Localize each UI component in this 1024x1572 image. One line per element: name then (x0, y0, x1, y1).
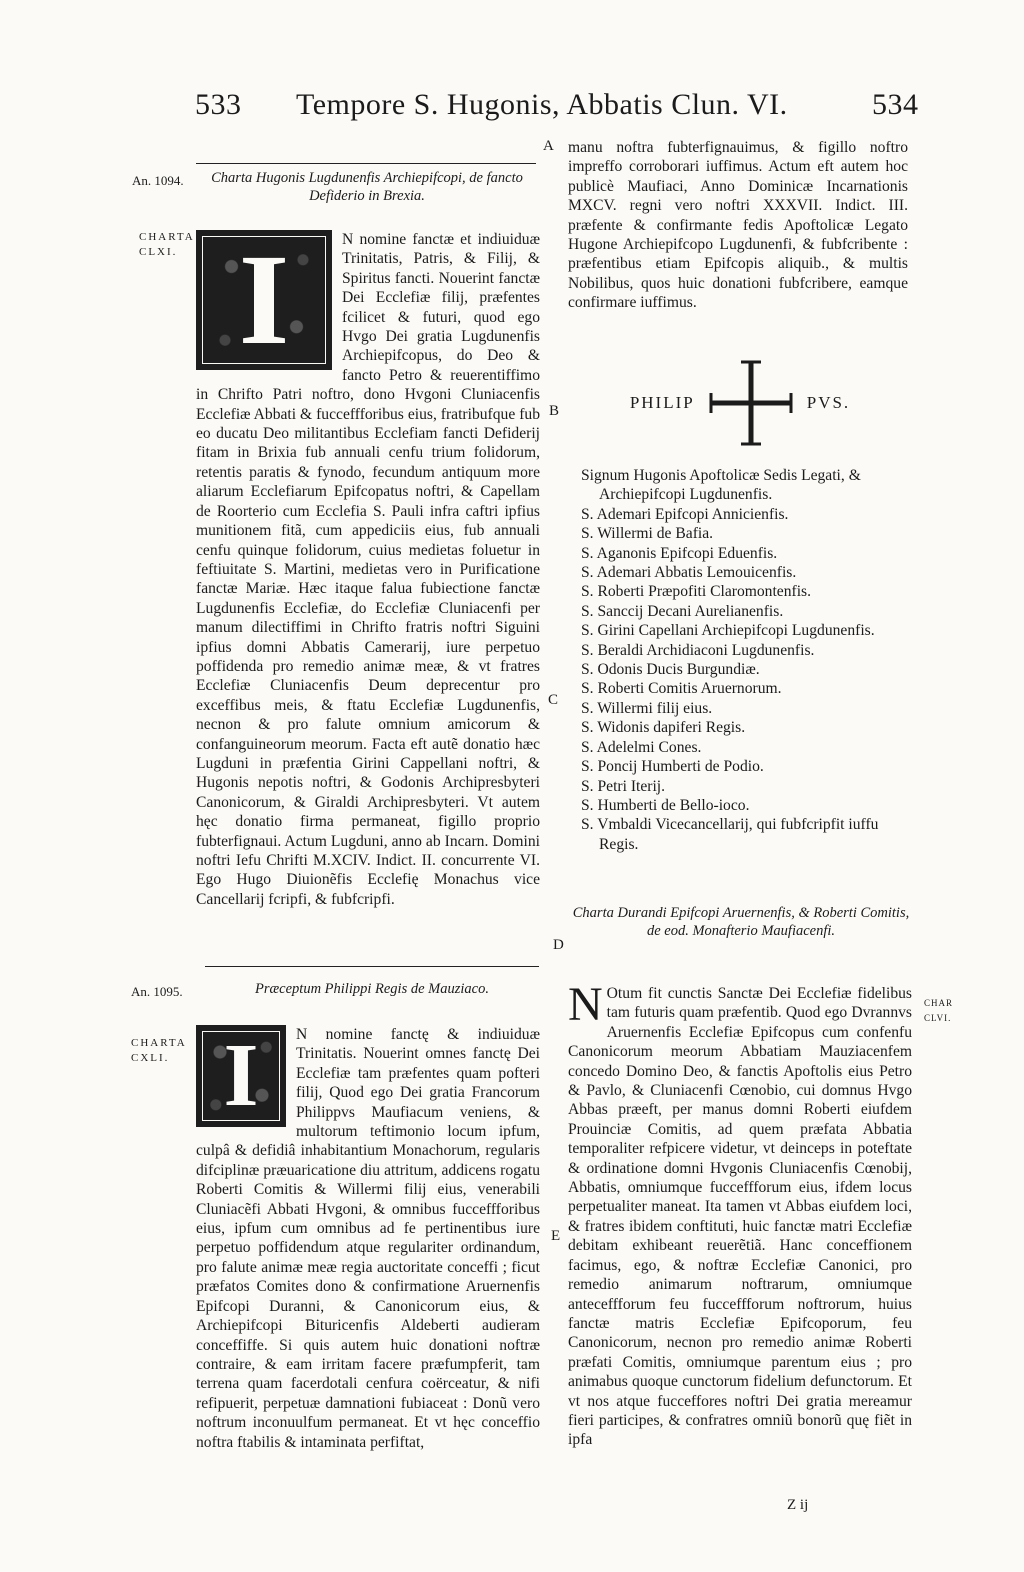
charter-label-2 (131, 1036, 187, 1066)
charter2-initial-letter (196, 1025, 286, 1127)
witness-item: S. Willermi de Bafia. (581, 525, 714, 543)
signature-mark: Z ij (787, 1497, 809, 1513)
charter-label-2-line2: CXLI. (131, 1052, 170, 1064)
signature-left-text: PHILIP (629, 392, 695, 412)
charter-label-3 (924, 996, 953, 1026)
margin-letter-c: C (548, 692, 559, 708)
witness-item: S. Roberti Comitis Aruernorum. (581, 680, 782, 698)
witness-item: S. Sanccij Decani Aurelianenfis. (581, 602, 784, 620)
witness-item: S. Poncij Humberti de Podio. (581, 758, 764, 776)
charter1-initial-glyph: I (238, 230, 290, 372)
running-title: Tempore S. Hugonis, Abbatis Clun. VI. (296, 88, 788, 121)
charter2-body (196, 1025, 540, 1490)
witness-item: S. Adelelmi Cones. (581, 738, 702, 756)
margin-letter-a: A (543, 138, 554, 154)
witness-item: S. Ademari Abbatis Lemouicenfis. (581, 564, 797, 582)
charter1-text: N nomine fanctæ et indiuiduæ Trinitatis, Patris, & Filij, & Spiritus fancti. Nouerint fanctæ Dei Ecclefiæ filij, præfentes fcilicet & futuri, quod ego Hvgo Dei gratia Lugdunenfis Archiepifcopus, do Deo & fancto Petro & reuerentiffimo in Chrifto Patri noftro, dono Hvgoni Cluniacenfis Ecclefiæ Abbati & fucceffforibus eius, fratribufque fub eo ducatu Deo militantibus Ecclefiam fancti Defiderij fitam in Brixia fub annuali cenfu trium folidorum, retentis paratis & fynodo, fecundum antiquum more aliarum Ecclefiarum Epifcopatus noftri, & Capellam de Roorterio cum Ecclefia S. Pauli infra caftri ipfius munitionem fitã, cum appediciis eius, fub annuali cenfu quinque folidorum, cuius medietas foluetur in feftiuitate S. Martini, medietas vero in Purificatione fanctæ Mariæ. Hæc itaque falua fubiectione fanctæ Lugdunenfis Ecclefiæ, do Ecclefiæ Cluniacenfi per manum dilectiffimi in Chrifto fratris noftri Siguini ipfius domni Abbatis Camerarij, iure perpetuo poffidenda pro remedio animæ meæ, & vt fratres Ecclefiæ Cluniacenfis Deum deprecentur pro exceffibus meis, & ftatu Ecclefiæ Lugdunenfis, necnon & pro falute omnium amicorum & confanguineorum meorum. Facta eft autẽ donatio hæc Lugduni in præfentia Girini Cappellani noftri, & Hugonis nepotis noftri, & Godonis Archipresbyteri Canonicorum, & Giraldi Archipresbyteri. Vt autem hęc donatio firma permaneat, figillo proprio fubterfignaui. Actum Lugduni, anno ab Incarn. Domini noftri Iefu Chrifti M.XCIV. Indict. II. concurrente VI. Ego Hugo Diuionẽfis Ecclefię Monachus vice Cancellarij fcripfi, & fubfcripfi. (196, 231, 540, 908)
charter1-rule (196, 163, 536, 164)
continuation-text: manu noftra fubterfignauimus, & figillo noftro impreffo corroborari iuffimus. Actum eft autem hoc publicè Maufiaci, Anno Dominicæ Incarnationis MXCV. regni vero noftri XXXVII. Indict. III. præfente & confirmante fedis Apoftolicæ Legato Hugone Archiepifcopo Lugdunenfi, & fubfcribente : præfentibus etiam Epifcopis aliquib., & multis Nobilibus, quos huic donationi fubfcribere, eamque confirmare iuffimus. (568, 139, 908, 312)
cross-monogram-icon (703, 358, 799, 448)
witness-list (581, 466, 911, 854)
witness-item: S. Widonis dapiferi Regis. (581, 719, 746, 737)
royal-signature (560, 355, 920, 450)
charter-label-3-line1: CHAR (924, 998, 954, 1008)
charter2-rule (205, 966, 539, 967)
charter1-title: Charta Hugonis Lugdunenfis Archiepifcopi, de fancto Defiderio in Brexia. (211, 170, 523, 204)
witness-item: S. Roberti Præpofiti Claromontenfis. (581, 583, 812, 601)
year-note-1094: An. 1094. (132, 173, 184, 188)
page-number-left: 533 (195, 88, 242, 121)
charter-label-1 (139, 230, 195, 260)
margin-letter-d: D (553, 937, 564, 953)
witness-item: S. Aganonis Epifcopi Eduenfis. (581, 544, 778, 562)
charter3-body (568, 984, 912, 1472)
witness-item: S. Odonis Ducis Burgundiæ. (581, 661, 760, 679)
year-note-1095: An. 1095. (131, 984, 183, 999)
witness-item: Signum Hugonis Apoftolicæ Sedis Legati, & Archiepifcopi Lugdunenfis. (581, 467, 861, 504)
witness-item: S. Vmbaldi Vicecancellarij, qui fubfcripfit iuffu Regis. (581, 816, 879, 853)
charter3-initial-letter: N (568, 984, 603, 1031)
charter3-text: Otum fit cunctis Sanctæ Dei Ecclefiæ fidelibus tam futuris quam præfentib. Quod ego Dvrannvs Aruernenfis Ecclefiæ Epifcopus cum confenfu Canonicorum meorum Abbatiam Mauziacenfem concedo Domino Deo, & fanctis Apoftolis eius Petro & Pavlo, & Cluniacenfi Cœnobio, cui domnus Hvgo Abbas præeft, per manus domni Roberti eiufdem Prouinciæ Comitis, ad quem præfata Abbatia temporaliter refpicere videtur, vt deinceps in poteftate & ordinatione domni Hvgonis Cluniacenfis Cœnobij, Abbatis, omniumque fucceffforum eius, ifdem locus perpetualiter maneat. Ita tamen vt Abbas eiufdem loci, & fratres ibidem conftituti, huic fanctæ matri Ecclefiæ debitam exhibeant reuerẽtiã. Hanc conceffionem facimus, ego, & noftræ Ecclefiæ Canonici, pro remedio animarum noftrarum, omniumque anteceffforum feu fucceffforum noftrorum, huius fanctæ matris Ecclefiæ Epifcoporum, feu Canonicorum, necnon pro remedio animæ Roberti præfati Comitis, omniumque parentum eius ; pro animabus quoque cunctorum fidelium defunctorum. Et vt nos atque fucceffores noftri Dei gratia mereamur fieri participes, & confratres omniũ bonorũ quę fiẽt in ipfa (568, 985, 912, 1449)
charter2-initial-glyph: I (223, 1026, 259, 1125)
charter-label-1-line2: CLXI. (139, 246, 178, 258)
charter2-title: Præceptum Philippi Regis de Mauziaco. (255, 981, 489, 997)
charter3-title: Charta Durandi Epifcopi Aruernenfis, & Roberti Comitis, de eod. Monafterio Maufiacenfi. (572, 905, 910, 939)
witness-item: S. Humberti de Bello-ioco. (581, 796, 750, 814)
witness-item: S. Willermi filij eius. (581, 699, 713, 717)
witness-item: S. Beraldi Archidiaconi Lugdunenfis. (581, 641, 815, 659)
page-number-right: 534 (872, 88, 919, 121)
charter-label-2-line1: CHARTA (131, 1037, 187, 1049)
charter2-text: N nomine fanctę & indiuiduæ Trinitatis. Nouerint omnes fanctę Dei Ecclefiæ tam præfentes quam pofteri filij, Quod ego Dei gratia Francorum Philippvs Maufiacum veniens, & multorum teftimonio locum ipfum, culpâ & defidiâ inhabitantium Monachorum, regularis difciplinæ præuaricatione diu attritum, addicens rogatu Roberti Comitis & Willermi filij eius, venerabili Cluniacẽfi Abbati Hvgoni, & omnibus fucceffforibus eius, ipfum cum omnibus ad fe pertinentibus iure perpetuo poffidendum atque regulariter ordinandum, pro falute animæ meæ regia auctoritate conceffi ; ficut præfatos Comites dono & confirmatione Aruernenfis Epifcopi Duranni, & Canonicorum eius, & Archiepifcopi Bituricenfis Aldeberti audieram conceffiffe. Si quis autem huic donationi noftræ contraire, & eam irritam facere præfumpferit, tam terrena quam facerdotali cenfura coërceatur, & nifi refipuerit, perpetuæ damnationi fubiaceat : Donũ vero noftrum inconuulfum permaneat. Et vt hęc conceffio noftra ftabilis & intaminata perfiftat, (196, 1026, 540, 1451)
charter-label-1-line1: CHARTA (139, 231, 195, 243)
witness-item: S. Girini Capellani Archiepifcopi Lugdunenfis. (581, 622, 875, 640)
charter1-initial-letter (196, 230, 332, 370)
charter1-body (196, 230, 540, 946)
charter-label-3-line2: CLVI. (924, 1013, 952, 1023)
margin-letter-e: E (551, 1228, 561, 1244)
margin-letter-b: B (549, 403, 560, 419)
witness-item: S. Ademari Epifcopi Annicienfis. (581, 505, 789, 523)
signature-right-text: PVS. (806, 392, 851, 412)
witness-item: S. Petri Iterij. (581, 777, 666, 795)
